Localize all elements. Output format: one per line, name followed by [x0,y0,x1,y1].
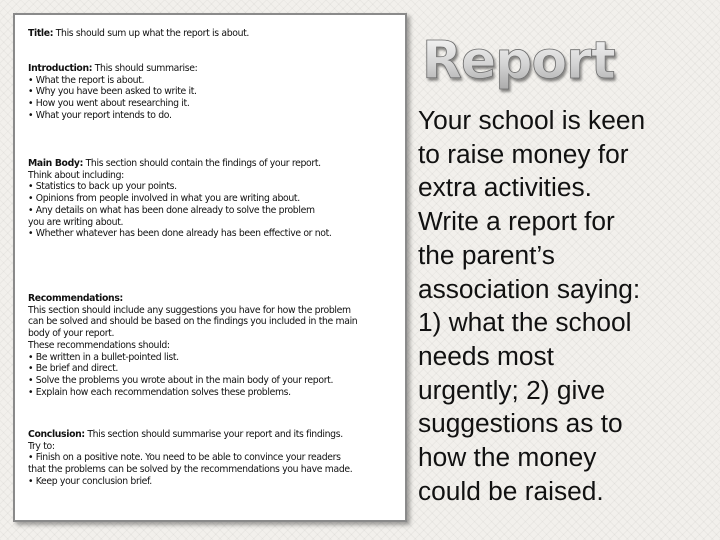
prompt-line: urgently; 2) give [418,374,606,405]
main-body-label: Main Body: [28,158,83,169]
recommendations-line: This section should include any suggestions you have for how the problem [28,304,351,316]
introduction-description: This should summarise: [92,63,198,74]
prompt-line: the parent’s [418,239,555,270]
recommendations-label: Recommendations: [28,293,123,304]
introduction-bullet: • What the report is about. [28,74,145,86]
main-body-description: This section should contain the findings of your report. [82,158,321,169]
prompt-line: needs most [418,340,554,371]
main-body-section [28,158,392,240]
title-description: This should sum up what the report is about. [53,28,250,39]
introduction-section [28,63,392,122]
main-body-line: • Opinions from people involved in what you are writing about. [28,193,300,205]
conclusion-line: • Finish on a positive note. You need to be able to convince your readers [28,452,341,464]
conclusion-line: Try to: [28,440,55,452]
recommendations-section [28,293,392,398]
main-body-line: you are writing about. [28,216,124,228]
recommendations-line: • Be written in a bullet-pointed list. [28,351,179,363]
recommendations-line: • Explain how each recommendation solves these problems. [28,386,291,398]
title-section [28,28,392,40]
main-body-line: • Statistics to back up your points. [28,181,177,193]
conclusion-description: This section should summarise your report and its findings. [84,429,343,440]
prompt-line: association saying: [418,273,641,304]
prompt-line: suggestions as to [418,408,623,439]
introduction-bullet: • Why you have been asked to write it. [28,86,197,98]
conclusion-section [28,429,392,488]
prompt-line: to raise money for [418,138,629,169]
recommendations-line: These recommendations should: [28,339,170,351]
prompt-line: Write a report for [418,206,615,237]
prompt-line: how the money [418,442,597,473]
slide-heading [420,30,630,90]
recommendations-line: • Solve the problems you wrote about in the main body of your report. [28,374,334,386]
prompt-line: Your school is keen [418,105,646,135]
slide-heading-wordart [420,30,630,90]
introduction-bullet: • What your report intends to do. [28,109,172,121]
main-body-line: • Any details on what has been done already to solve the problem [28,204,315,216]
prompt-line: extra activities. [418,172,592,203]
introduction-bullet: • How you went about researching it. [28,98,190,110]
conclusion-label: Conclusion: [28,429,85,440]
introduction-label: Introduction: [28,63,93,74]
main-body-line: • Whether whatever has been done already has been effective or not. [28,228,332,240]
recommendations-line: body of your report. [28,328,115,340]
slide-heading-text: Report [422,31,615,91]
conclusion-line: that the problems can be solved by the recommendations you have made. [28,464,353,476]
prompt-line: 1) what the school [418,307,632,338]
conclusion-line: • Keep your conclusion brief. [28,475,152,487]
task-prompt [418,104,718,508]
recommendations-line: can be solved and should be based on the findings you included in the main [28,316,358,328]
title-label: Title: [28,28,54,39]
recommendations-line: • Be brief and direct. [28,363,119,375]
main-body-line: Think about including: [28,169,124,181]
report-template-document [13,13,407,522]
prompt-line: could be raised. [418,475,604,506]
